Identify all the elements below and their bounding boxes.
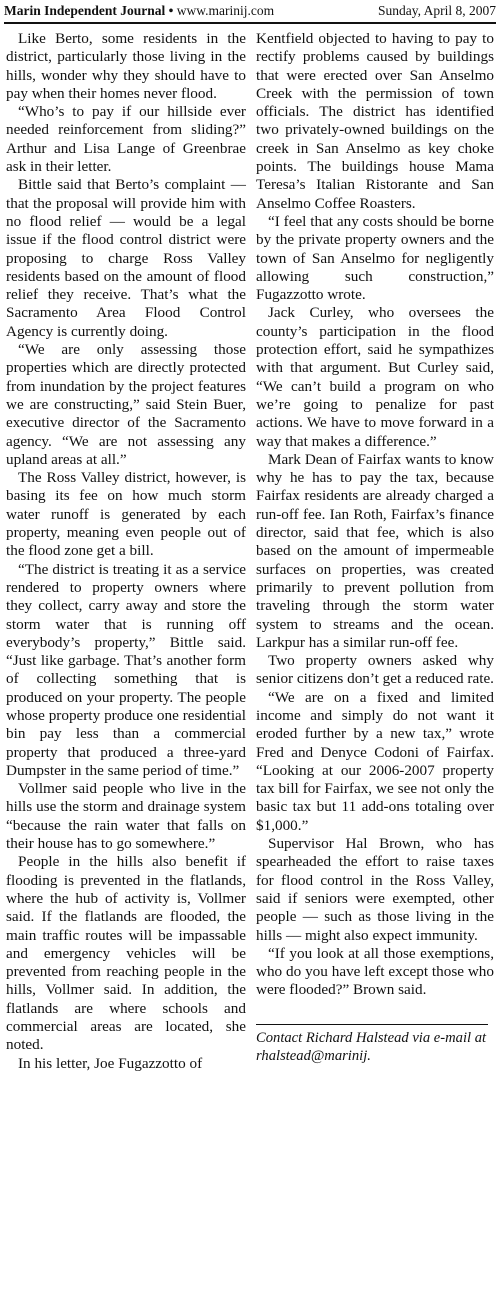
- page-header: [4, 1, 496, 21]
- paragraph: “We are only assessing those properties which are directly protected from inundation by the project features we are constructing,” said Stein Buer, executive director of the Sacramento agency. “We are not assessing any upland areas at all.”: [6, 341, 246, 468]
- paragraph: “Who’s to pay if our hillside ever needed reinforcement from sliding?” Arthur and Lisa Lange of Greenbrae ask in their letter.: [6, 103, 246, 176]
- paragraph: Vollmer said people who live in the hills use the storm and drainage system “because the rain water that falls on their house has to go somewhere.”: [6, 780, 246, 853]
- issue-date: Sunday, April 8, 2007: [378, 3, 496, 18]
- left-column: [6, 30, 246, 1073]
- paragraph: Like Berto, some residents in the district, particularly those living in the hills, wonder why they should have to pay when their homes never flood.: [6, 30, 246, 102]
- paragraph: “The district is treating it as a service rendered to property owners where they collect, carry away and store the storm water that is running off everybody’s property,” Bittle said. “Just like garbage. That’s another form of collecting something that is produced on your property. The people whose property produce one residential bin pay less than a commercial property that produced a three-yard Dumpster in the same period of time.”: [6, 560, 246, 779]
- paragraph: Mark Dean of Fairfax wants to know why he has to pay the tax, because Fairfax residents are already charged a run-off fee. Ian Roth, Fairfax’s finance director, said that fee, which is also based on the amount of impermeable surfaces on properties, was created primarily to prevent pollution from traveling through the storm water system to streams and the ocean. Larkpur has a similar run-off fee.: [256, 450, 494, 651]
- paragraph: Kentfield objected to having to pay to rectify problems caused by buildings that were erected over San Anselmo Creek with the permission of town officials. The district has identified two privately-owned buildings on the creek in San Anselmo as key choke points. The buildings house Mama Teresa’s Italian Ristorante and San Anselmo Coffee Roasters.: [256, 30, 494, 212]
- paragraph: Jack Curley, who oversees the county’s participation in the flood protection effort, said he sympathizes with that argument. But Curley said, “We can’t build a program on who we’re going to penalize for past actions. We have to move forward in a way that makes a difference.”: [256, 304, 494, 450]
- author-contact: Contact Richard Halstead via e-mail at rhalstead@marinij.: [256, 1029, 487, 1064]
- paragraph: “If you look at all those exemptions, who do you have left except those who were flooded?” Brown said.: [256, 944, 494, 999]
- paragraph: In his letter, Joe Fugazzotto of: [18, 1054, 203, 1072]
- header-rule: [4, 22, 496, 24]
- website: www.marinij.com: [176, 3, 275, 18]
- right-column: [256, 30, 494, 1065]
- paragraph: People in the hills also benefit if flooding is prevented in the flatlands, where the hub of activity is, Vollmer said. If the flatlands are flooded, the main traffic routes will be impassable and emergency vehicles will be prevented from reaching people in the hills, Vollmer said. In addition, the flatlands are where schools and commercial areas are located, she noted.: [6, 853, 246, 1054]
- paragraph: “We are on a fixed and limited income and simply do not want it eroded further by a new tax,” wrote Fred and Denyce Codoni of Fairfax. “Looking at our 2006-2007 property tax bill for Fairfax, we see not only the basic tax but 11 add-ons totaling over $1,000.”: [256, 688, 494, 834]
- paragraph: Two property owners asked why senior citizens don’t get a reduced rate.: [256, 652, 494, 688]
- paragraph: Bittle said that Berto’s complaint — that the proposal will provide him with no flood relief — would be a legal issue if the flood control district were proposing to charge Ross Valley residents based on the amount of flood relief they receive. That’s what the Sacramento Area Flood Control Agency is currently doing.: [6, 176, 246, 340]
- paragraph: Supervisor Hal Brown, who has spearheaded the effort to raise taxes for flood control in the Ross Valley, said if seniors were exempted, other people — such as those living in the hills — might also expect immunity.: [256, 835, 494, 944]
- paragraph: “I feel that any costs should be borne by the private property owners and the town of San Anselmo for negligently allowing such construction,” Fugazzotto wrote.: [256, 212, 494, 304]
- paragraph: The Ross Valley district, however, is basing its fee on how much storm water runoff is generated by each property, meaning even people out of the flood zone get a bill.: [6, 469, 246, 560]
- signature-rule: [256, 1024, 488, 1025]
- newspaper-name: Marin Independent Journal • www.marinij.com: [4, 3, 275, 18]
